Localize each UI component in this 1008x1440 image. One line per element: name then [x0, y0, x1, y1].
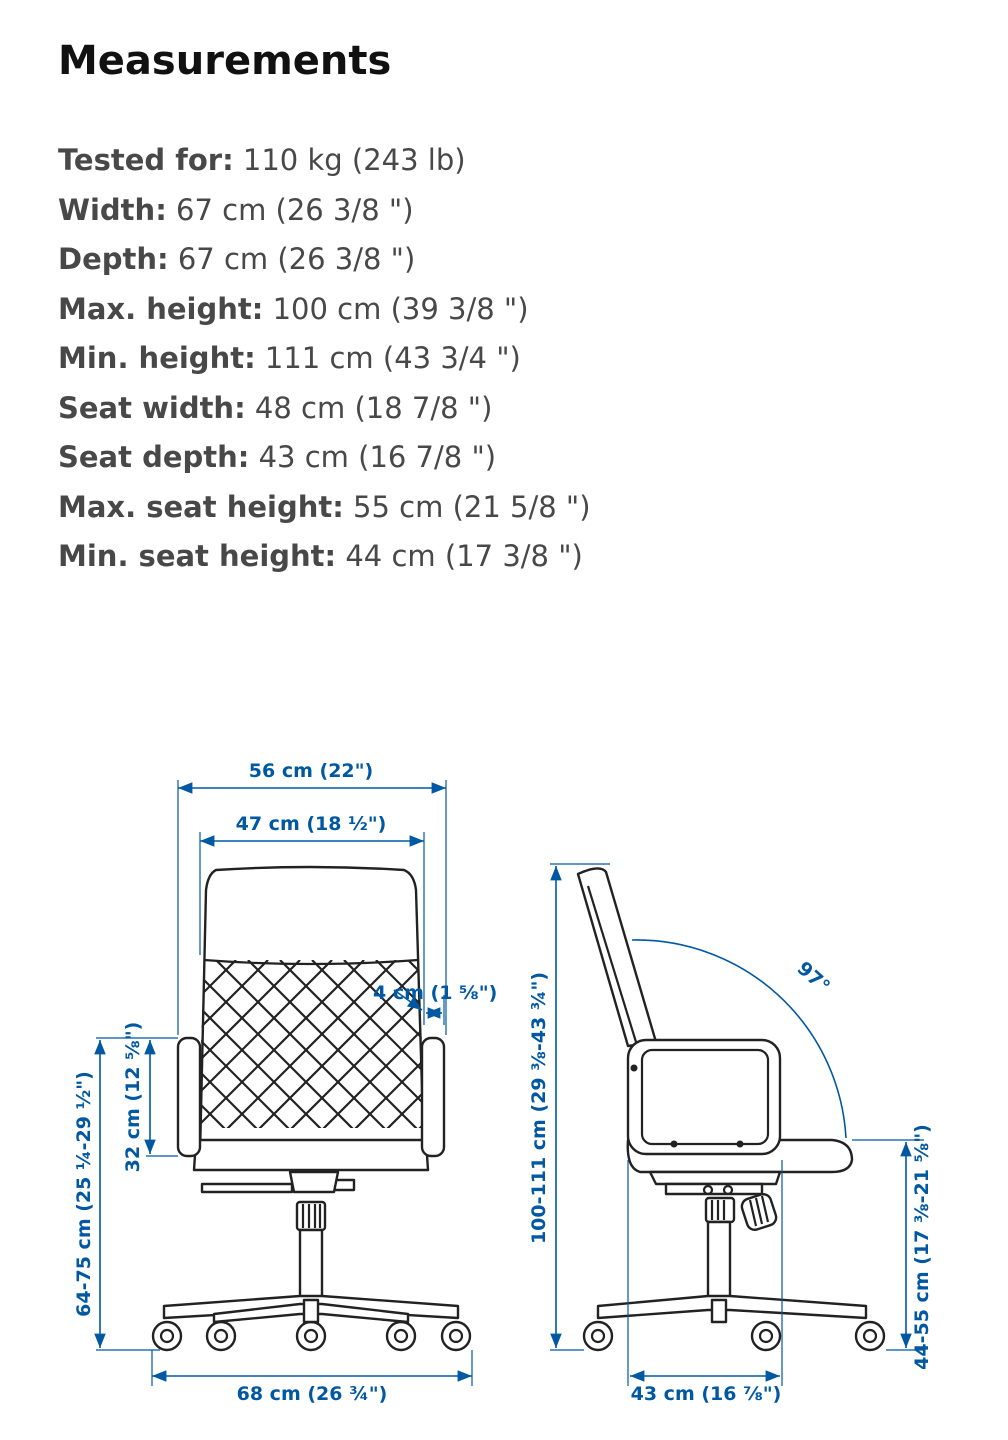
- dim-recline-angle-label: 97°: [792, 957, 835, 998]
- measurement-label: Max. height:: [58, 291, 264, 326]
- chair-side-view: [578, 868, 884, 1350]
- measurement-value: 67 cm (26 3/8 "): [177, 242, 416, 276]
- dim-base-width-label: 68 cm (26 ¾"): [236, 1383, 388, 1405]
- dim-overall-width-label: 56 cm (22"): [248, 760, 374, 782]
- page-title: Measurements: [58, 38, 392, 84]
- dimension-armrest-floor-height: [73, 1038, 160, 1350]
- measurement-label: Min. height:: [58, 341, 256, 375]
- side-base: [598, 1296, 866, 1318]
- measurement-value: 44 cm (17 3/8 "): [345, 539, 583, 573]
- dim-armrest-floor-height-label: 64-75 cm (25 ¼-29 ½"): [73, 1071, 95, 1317]
- front-cylinder: [300, 1230, 322, 1298]
- measurement-label: Seat depth:: [58, 440, 250, 474]
- measurement-value: 110 kg (243 lb): [242, 143, 466, 177]
- measurement-label: Max. seat height:: [58, 489, 344, 524]
- measurement-value: 43 cm (16 7/8 "): [258, 440, 497, 474]
- front-left-armrest: [178, 1038, 200, 1156]
- dimension-base-width: [152, 1350, 472, 1405]
- dim-total-height-label: 100-111 cm (29 ⅜-43 ¾"): [528, 971, 550, 1245]
- dim-seat-depth-label: 43 cm (16 ⅞"): [630, 1383, 782, 1405]
- measurement-value: 48 cm (18 7/8 "): [254, 390, 493, 425]
- measurement-value: 55 cm (21 5/8 "): [353, 489, 591, 524]
- measurement-label: Tested for:: [58, 143, 234, 177]
- side-armrest: [628, 1040, 780, 1154]
- dim-back-thickness-label: 4 cm (1 ⅝"): [373, 982, 498, 1004]
- measurement-value: 67 cm (26 3/8 "): [176, 192, 414, 227]
- measurement-label: Depth:: [58, 242, 169, 276]
- measurement-value: 100 cm (39 3/8 "): [272, 291, 529, 326]
- dim-seat-height-label: 44-55 cm (17 ⅜-21 ⅝"): [911, 1124, 933, 1370]
- dimension-armrest-height: [122, 1022, 178, 1173]
- dim-armrest-height-label: 32 cm (12 ⅝"): [122, 1021, 144, 1173]
- measurement-label: Seat width:: [58, 390, 246, 425]
- measurement-value: 111 cm (43 3/4 "): [264, 341, 521, 375]
- measurement-label: Min. seat height:: [58, 539, 337, 573]
- front-right-armrest: [422, 1038, 444, 1156]
- dim-back-width-label: 47 cm (18 ½"): [235, 813, 387, 835]
- measurement-label: Width:: [58, 192, 167, 227]
